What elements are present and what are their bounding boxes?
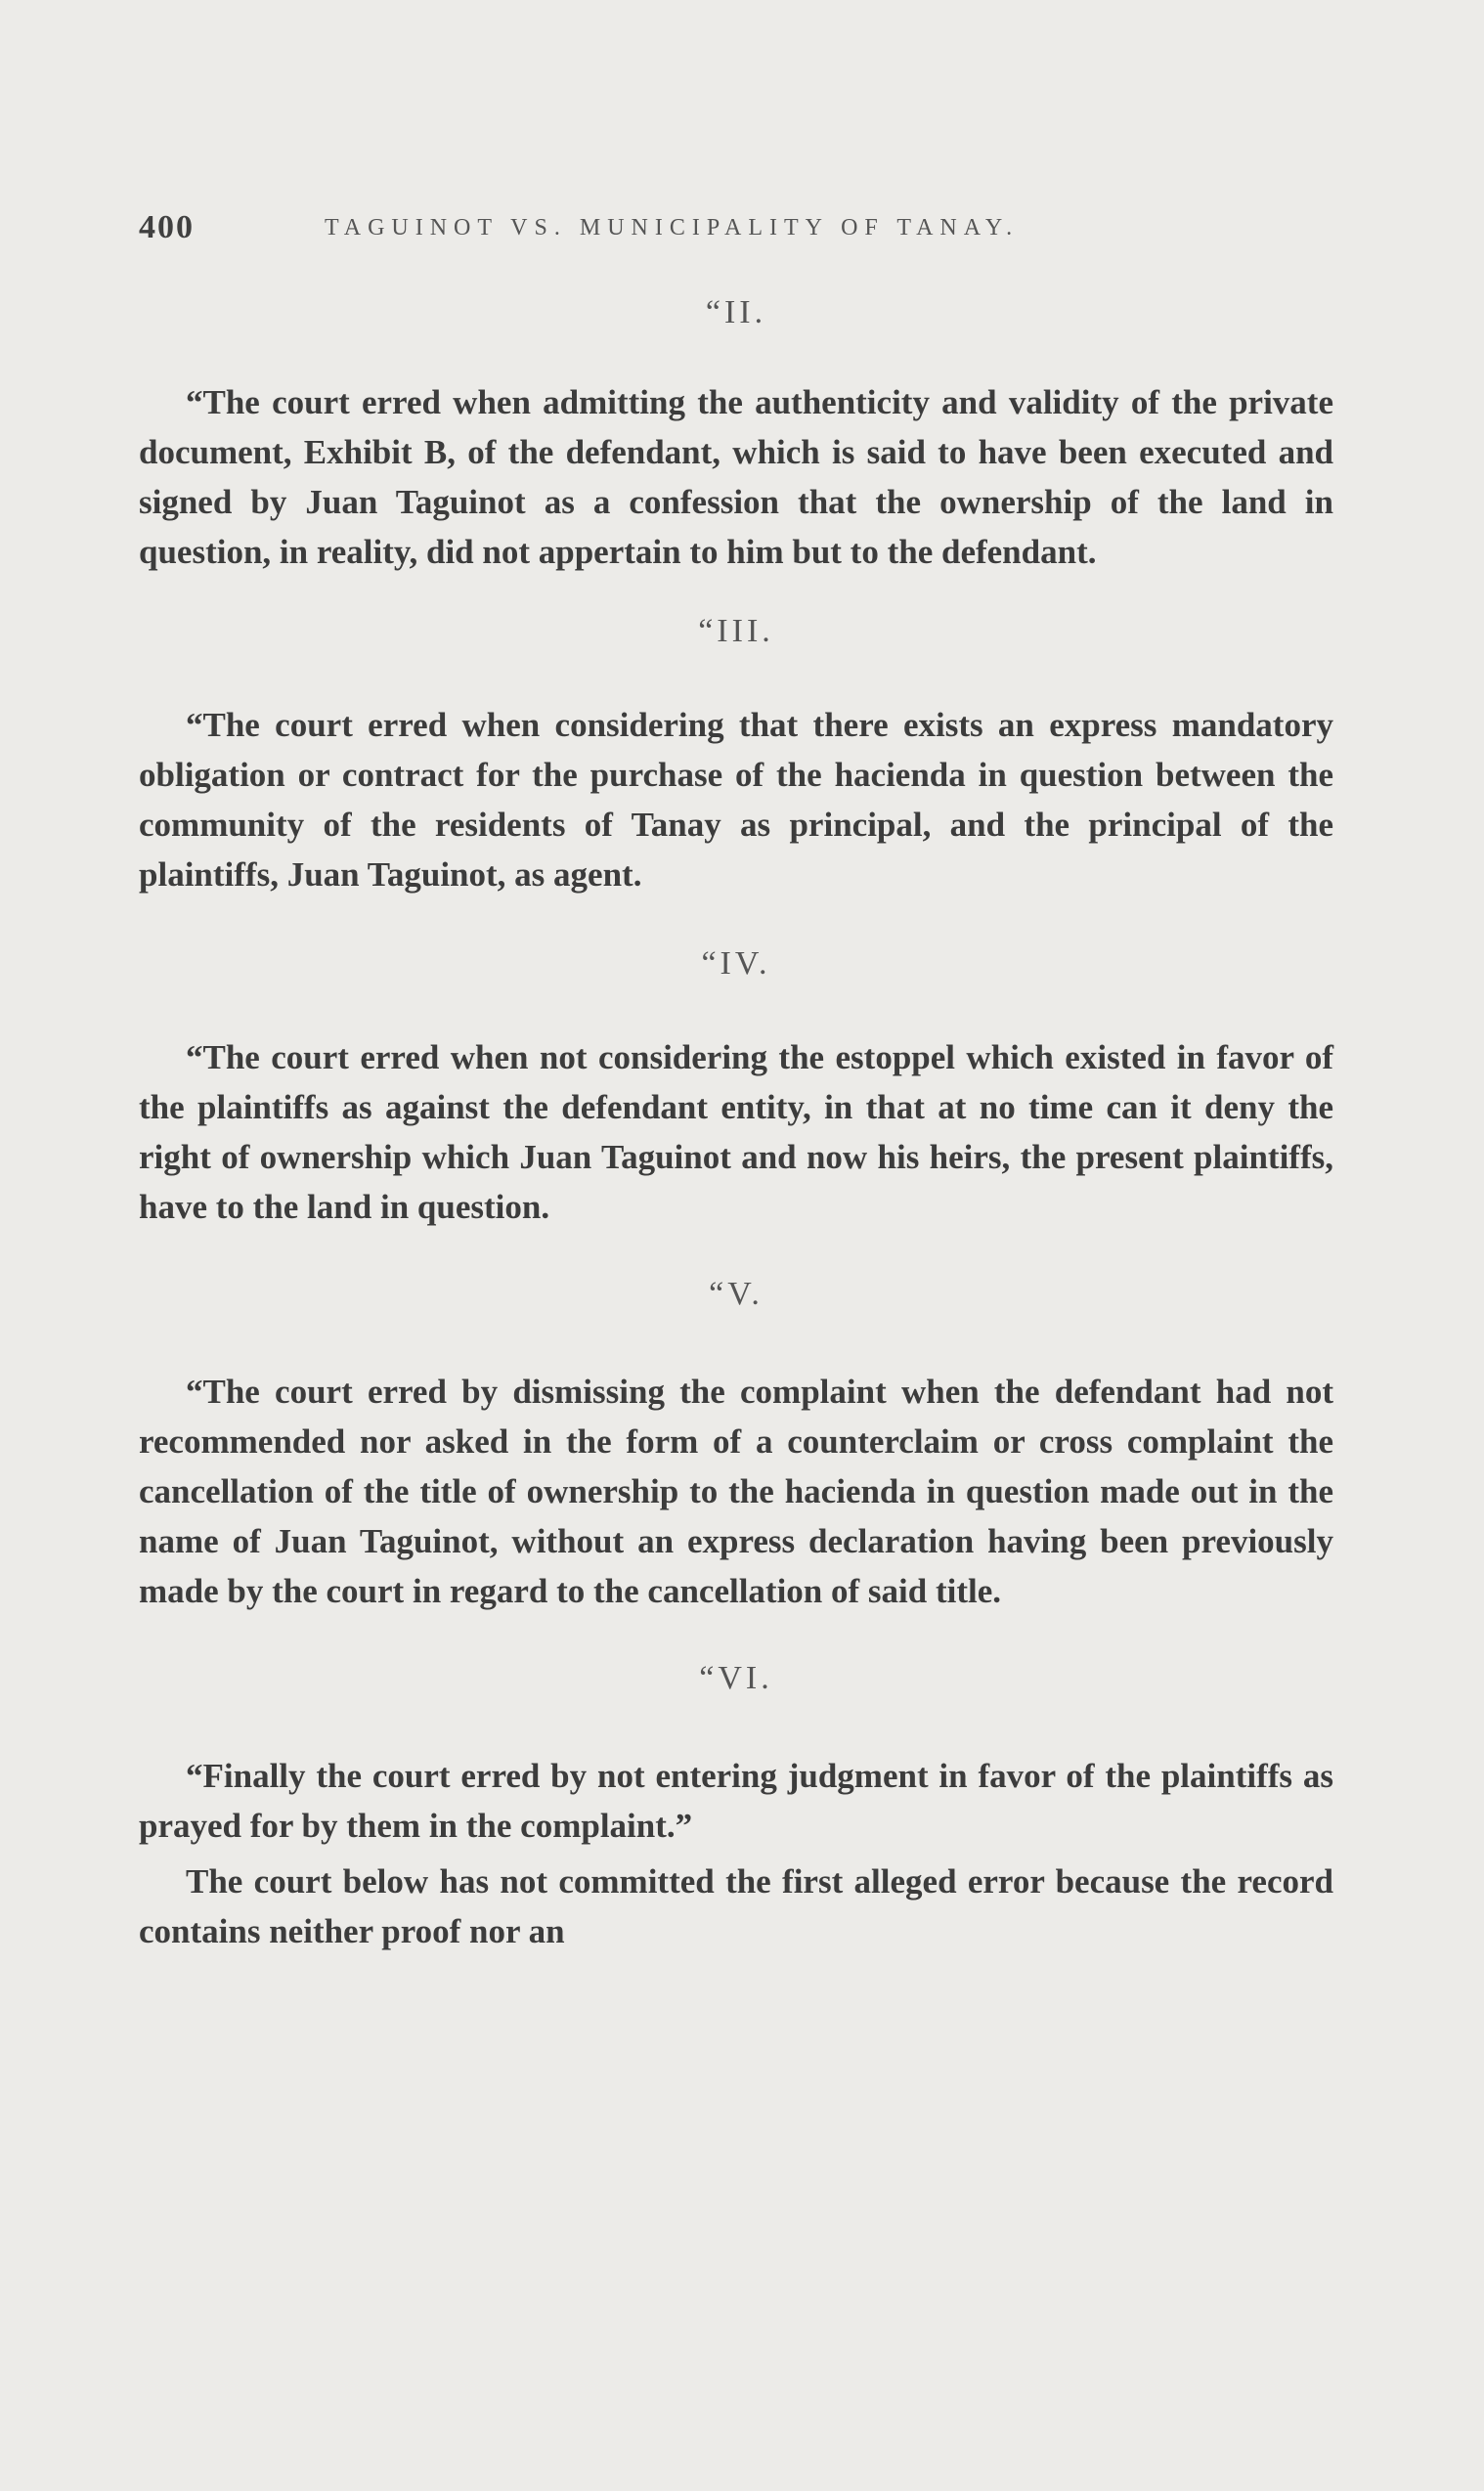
page-body <box>139 284 1333 1956</box>
section-text-vi: “Finally the court erred by not entering judgment in favor of the plaintiffs as prayed for by them in the complaint.” <box>139 1757 1333 1845</box>
section-text-iv: “The court erred when not considering the estoppel which existed in favor of the plaintiffs as against the defendant entity, in that at no time can it deny the right of ownership which Juan Taguinot and now his heirs, the present plaintiffs, have to the land in question. <box>139 1038 1333 1226</box>
closing-paragraph: The court below has not committed the first alleged error because the record contains neither proof nor an <box>139 1862 1333 1950</box>
section-heading-vi: “VI. <box>699 1660 773 1696</box>
section-heading-ii: “II. <box>705 294 767 330</box>
page-header <box>139 209 1331 258</box>
section-text-ii: “The court erred when admitting the authenticity and validity of the private document, Exhibit B, of the defendant, which is said to have been executed and signed by Juan Taguinot as a confession that the ownership of the land in question, in reality, did not appertain to him but to the defendant. <box>139 383 1333 571</box>
section-heading-iv: “IV. <box>701 945 771 982</box>
page-number: 400 <box>139 209 195 245</box>
running-head: TAGUINOT VS. MUNICIPALITY OF TANAY. <box>325 215 1020 240</box>
section-heading-iii: “III. <box>698 613 774 649</box>
section-text-v: “The court erred by dismissing the complaint when the defendant had not recommended nor asked in the form of a counterclaim or cross complaint the cancellation of the title of ownership to the hacienda in question made out in the name of Juan Taguinot, without an express declaration having been previously made by the court in regard to the cancellation of said title. <box>139 1373 1333 1610</box>
section-heading-v: “V. <box>709 1276 764 1312</box>
section-text-iii: “The court erred when considering that there exists an express mandatory obligation or contract for the purchase of the hacienda in question between the community of the residents of Tanay as principal, and the principal of the plaintiffs, Juan Taguinot, as agent. <box>139 706 1333 894</box>
